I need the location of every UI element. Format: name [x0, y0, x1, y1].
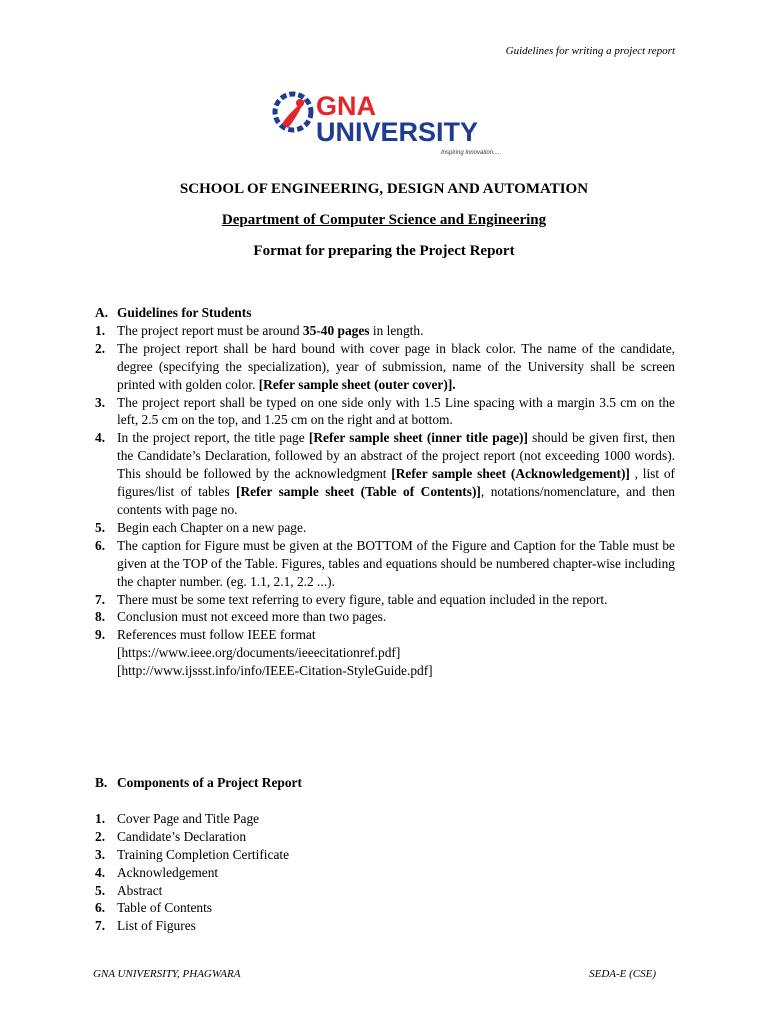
list-item: 7. List of Figures	[95, 918, 196, 934]
item-text: There must be some text referring to every figure, table and equation included in the report.	[117, 591, 608, 607]
section-b	[95, 774, 675, 935]
section-a-title: Guidelines for Students	[117, 305, 252, 320]
list-item	[95, 322, 675, 340]
item-text: Begin each Chapter on a new page.	[117, 519, 307, 535]
list-item	[95, 608, 675, 626]
logo-tagline: Inspiring Innovation.....	[441, 150, 502, 156]
section-a-heading	[95, 304, 675, 322]
list-item	[95, 591, 675, 609]
logo-name-top: GNA	[316, 91, 376, 121]
department-title: Department of Computer Science and Engineering	[221, 212, 547, 228]
item-text: The project report shall be typed on one side only with 1.5 Line spacing with a margin 3.5 cm on the left, 2.5 cm on the top, and 1.25 cm on the right and at bottom.	[117, 394, 675, 428]
section-a-marker: A.	[95, 305, 109, 320]
gna-university-logo	[266, 88, 516, 156]
section-b-title: Components of a Project Report	[117, 775, 302, 790]
reference-link[interactable]: [http://www.ijssst.info/info/IEEE-Citation-StyleGuide.pdf]	[117, 663, 433, 679]
footer-right: SEDA-E (CSE)	[589, 968, 656, 980]
logo-name-bottom: UNIVERSITY	[316, 117, 479, 147]
format-title: Format for preparing the Project Report	[253, 243, 515, 259]
section-b-heading	[95, 774, 675, 792]
list-item: 6. Table of Contents	[95, 900, 213, 916]
section-b-marker: B.	[95, 775, 108, 790]
footer-left: GNA UNIVERSITY, PHAGWARA	[93, 968, 241, 980]
list-item: 3. Training Completion Certificate	[95, 846, 290, 862]
list-item: 5. Abstract	[95, 882, 163, 898]
section-a	[95, 304, 675, 680]
item-text: In the project report, the title page [Refer sample sheet (inner title page)] should be given first, then the Candidate’s Declaration, followed by an abstract of the project report (not exceeding 1000 words). This should be followed by the acknowledgment [Refer sample sheet (Acknowledgement)] , list of figures/list of tables [Refer sample sheet (Table of Contents)], notations/nomenclature, and then contents with page no.	[117, 430, 676, 517]
running-header: Guidelines for writing a project report	[505, 45, 675, 57]
list-item: 4. Acknowledgement	[95, 864, 219, 880]
list-item: 2. Candidate’s Declaration	[95, 828, 247, 844]
item-text: The project report shall be hard bound with cover page in black color. The name of the candidate, degree (specifying the specialization), year of submission, name of the University shall be screen printed with golden color. [Refer sample sheet (outer cover)].	[117, 340, 675, 392]
item-text: Conclusion must not exceed more than two pages.	[117, 609, 387, 625]
item-number: 3.	[95, 394, 106, 410]
item-number: 2.	[95, 340, 106, 356]
item-number: 5.	[95, 519, 106, 535]
list-item: 1. Cover Page and Title Page	[95, 810, 260, 826]
item-number: 4.	[95, 430, 106, 446]
item-number: 6.	[95, 537, 106, 553]
item-text: The project report must be around 35-40 pages in length.	[117, 322, 424, 338]
list-item	[95, 394, 675, 430]
item-number: 1.	[95, 322, 106, 338]
gear-emblem-icon	[275, 94, 311, 130]
item-text: References must follow IEEE format	[117, 627, 316, 643]
item-number: 7.	[95, 591, 106, 607]
school-title: SCHOOL OF ENGINEERING, DESIGN AND AUTOMATION	[179, 181, 589, 197]
item-number: 8.	[95, 609, 106, 625]
item-number: 9.	[95, 627, 106, 643]
list-item	[95, 537, 675, 591]
reference-link[interactable]: [https://www.ieee.org/documents/ieeecitationref.pdf]	[117, 645, 401, 661]
item-text: The caption for Figure must be given at the BOTTOM of the Figure and Caption for the Table must be given at the TOP of the Table. Figures, tables and equations should be numbered chapter-wise including the chapter number. (eg. 1.1, 2.1, 2.2 ...).	[117, 537, 675, 589]
list-item	[95, 340, 675, 394]
list-item	[95, 429, 675, 519]
list-item	[95, 519, 675, 537]
list-item	[95, 626, 675, 644]
